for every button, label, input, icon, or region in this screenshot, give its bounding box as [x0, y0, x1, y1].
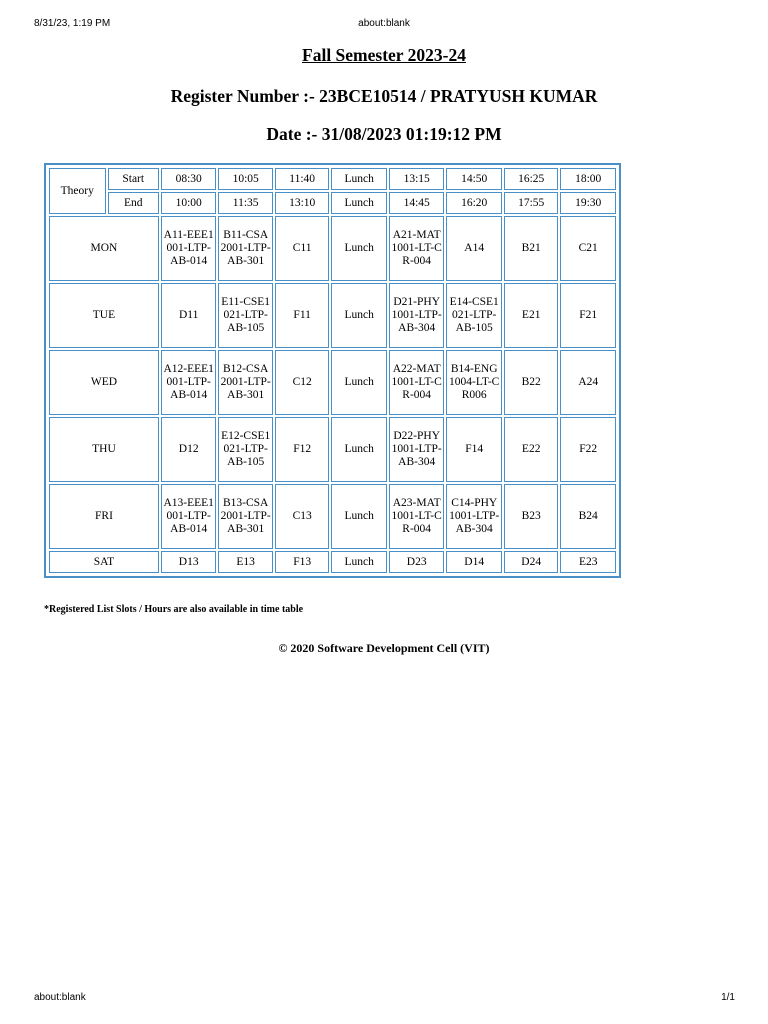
- slot-cell: B21: [504, 216, 558, 281]
- start-time-cell: 16:25: [504, 168, 558, 190]
- day-row-thu: [49, 417, 616, 482]
- day-label: FRI: [49, 484, 159, 549]
- slot-cell: A24: [560, 350, 616, 415]
- print-header: [0, 18, 768, 32]
- print-footer: [0, 992, 768, 1006]
- slot-cell: E13: [218, 551, 272, 573]
- slot-cell: F22: [560, 417, 616, 482]
- end-time-cell: 19:30: [560, 192, 616, 214]
- slot-cell: E12-CSE1021-LTP-AB-105: [218, 417, 272, 482]
- slot-cell: B11-CSA2001-LTP-AB-301: [218, 216, 272, 281]
- slot-cell: Lunch: [331, 551, 387, 573]
- start-time-cell: 11:40: [275, 168, 329, 190]
- slot-cell: F12: [275, 417, 329, 482]
- day-row-sat: [49, 551, 616, 573]
- slot-cell: E23: [560, 551, 616, 573]
- day-row-mon: [49, 216, 616, 281]
- end-times-row: [49, 192, 616, 214]
- slot-cell: D11: [161, 283, 217, 348]
- page-number: 1/1: [721, 992, 735, 1003]
- slot-cell: Lunch: [331, 216, 387, 281]
- start-time-cell: 10:05: [218, 168, 272, 190]
- slot-cell: B22: [504, 350, 558, 415]
- slot-cell: B24: [560, 484, 616, 549]
- slot-cell: A23-MAT1001-LT-CR-004: [389, 484, 445, 549]
- page-title: Fall Semester 2023-24: [302, 45, 466, 65]
- print-url: about:blank: [358, 18, 410, 29]
- slot-cell: D24: [504, 551, 558, 573]
- slot-cell: B23: [504, 484, 558, 549]
- slot-cell: D13: [161, 551, 217, 573]
- report-date: Date :- 31/08/2023 01:19:12 PM: [266, 124, 502, 144]
- slot-cell: Lunch: [331, 417, 387, 482]
- day-label: SAT: [49, 551, 159, 573]
- end-time-cell: 16:20: [446, 192, 502, 214]
- registered-slots-note: *Registered List Slots / Hours are also available in time table: [44, 604, 304, 615]
- slot-cell: Lunch: [331, 484, 387, 549]
- day-label: TUE: [49, 283, 159, 348]
- print-datetime: 8/31/23, 1:19 PM: [34, 18, 111, 29]
- theory-label: Theory: [49, 168, 106, 214]
- start-time-cell: 13:15: [389, 168, 445, 190]
- slot-cell: F11: [275, 283, 329, 348]
- slot-cell: C11: [275, 216, 329, 281]
- end-time-cell: Lunch: [331, 192, 387, 214]
- slot-cell: B12-CSA2001-LTP-AB-301: [218, 350, 272, 415]
- slot-cell: B14-ENG1004-LT-CR006: [446, 350, 502, 415]
- start-time-cell: Lunch: [331, 168, 387, 190]
- slot-cell: E21: [504, 283, 558, 348]
- slot-cell: E11-CSE1021-LTP-AB-105: [218, 283, 272, 348]
- day-row-wed: [49, 350, 616, 415]
- slot-cell: A21-MAT1001-LT-CR-004: [389, 216, 445, 281]
- end-time-cell: 17:55: [504, 192, 558, 214]
- start-label: Start: [108, 168, 159, 190]
- slot-cell: D23: [389, 551, 445, 573]
- slot-cell: A13-EEE1001-LTP-AB-014: [161, 484, 217, 549]
- slot-cell: F21: [560, 283, 616, 348]
- slot-cell: E22: [504, 417, 558, 482]
- register-number: Register Number :- 23BCE10514 / PRATYUSH KUMAR: [170, 86, 598, 106]
- footer-url: about:blank: [34, 992, 86, 1003]
- timetable-container: [44, 163, 621, 578]
- end-time-cell: 10:00: [161, 192, 217, 214]
- day-label: WED: [49, 350, 159, 415]
- slot-cell: C14-PHY1001-LTP-AB-304: [446, 484, 502, 549]
- slot-cell: D12: [161, 417, 217, 482]
- slot-cell: F13: [275, 551, 329, 573]
- start-time-cell: 08:30: [161, 168, 217, 190]
- slot-cell: A14: [446, 216, 502, 281]
- day-label: MON: [49, 216, 159, 281]
- day-label: THU: [49, 417, 159, 482]
- slot-cell: C13: [275, 484, 329, 549]
- start-time-cell: 14:50: [446, 168, 502, 190]
- end-label: End: [108, 192, 159, 214]
- slot-cell: Lunch: [331, 350, 387, 415]
- slot-cell: Lunch: [331, 283, 387, 348]
- day-row-tue: [49, 283, 616, 348]
- slot-cell: F14: [446, 417, 502, 482]
- slot-cell: B13-CSA2001-LTP-AB-301: [218, 484, 272, 549]
- slot-cell: D21-PHY1001-LTP-AB-304: [389, 283, 445, 348]
- end-time-cell: 11:35: [218, 192, 272, 214]
- slot-cell: E14-CSE1021-LTP-AB-105: [446, 283, 502, 348]
- day-row-fri: [49, 484, 616, 549]
- slot-cell: C12: [275, 350, 329, 415]
- start-times-row: [49, 168, 616, 190]
- slot-cell: D14: [446, 551, 502, 573]
- start-time-cell: 18:00: [560, 168, 616, 190]
- end-time-cell: 13:10: [275, 192, 329, 214]
- copyright-text: © 2020 Software Development Cell (VIT): [278, 641, 490, 655]
- slot-cell: A11-EEE1001-LTP-AB-014: [161, 216, 217, 281]
- slot-cell: A22-MAT1001-LT-CR-004: [389, 350, 445, 415]
- end-time-cell: 14:45: [389, 192, 445, 214]
- slot-cell: C21: [560, 216, 616, 281]
- slot-cell: A12-EEE1001-LTP-AB-014: [161, 350, 217, 415]
- slot-cell: D22-PHY1001-LTP-AB-304: [389, 417, 445, 482]
- timetable: [47, 166, 618, 575]
